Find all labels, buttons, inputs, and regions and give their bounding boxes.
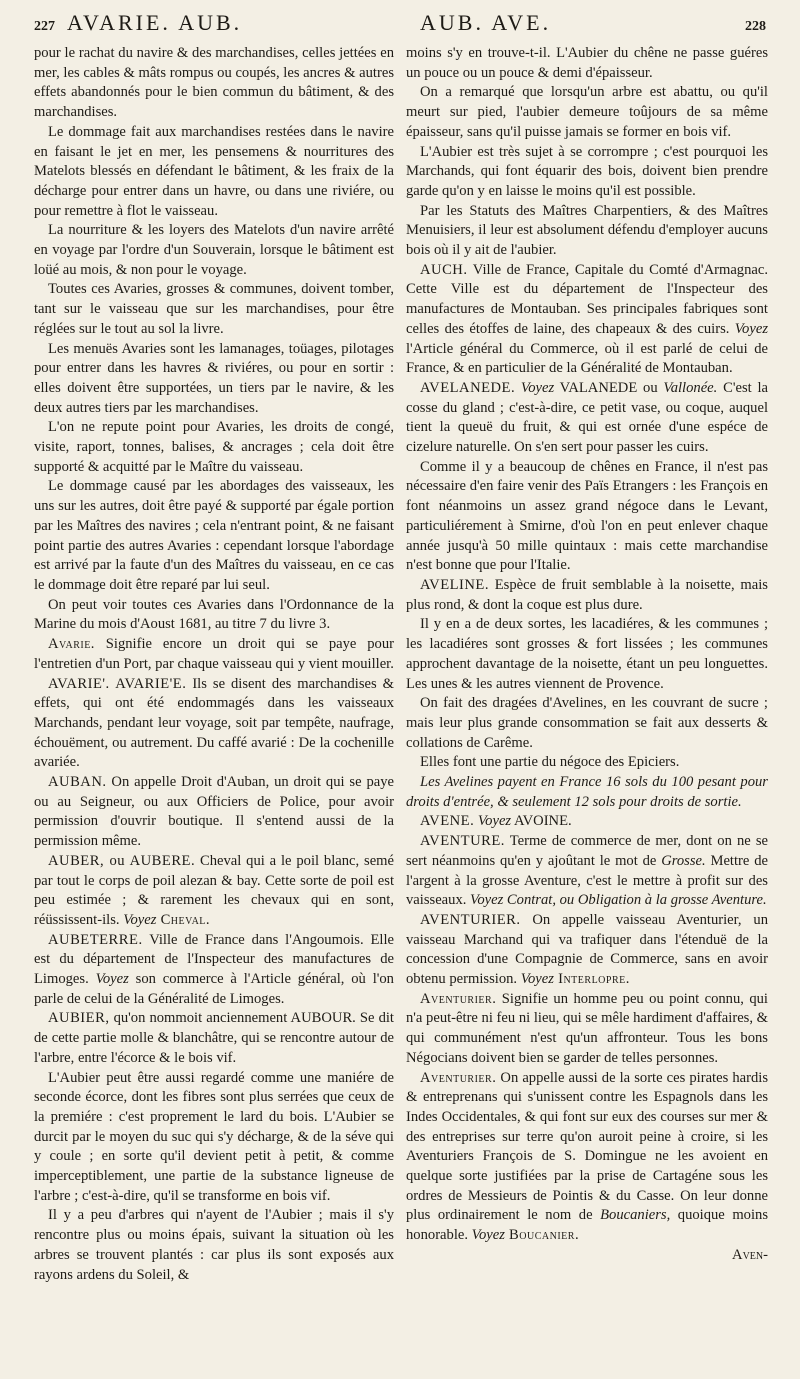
paragraph [34, 596, 394, 635]
paragraph-text: Par les Statuts des Maîtres Charpentiers, & des Maîtres Menuisiers, il leur est absolument défendu d'employer aucuns bois où il y ait de l'aubier. [406, 202, 768, 259]
paragraph-text: Il y en a de deux sortes, les lacadiéres, & les communes ; les lacadiéres sont grosses & fort lissées ; les communes approchent davantage de la noisette, étant un peu longuettes. Les unes & les autres viennent de Provence. [406, 616, 768, 692]
running-title-left: AVARIE. AUB. [67, 10, 243, 35]
paragraph-text: Le dommage fait aux marchandises restées dans le navire en faisant le jet en mer, les pensemens & nourritures des Matelots blessés en défendant le bâtiment, & les fraix de la décharge pour entrer dans un havre, ou dans une riviére, ou pour remettre à flot le vaisseau. [34, 123, 394, 219]
cross-reference: Voyez [734, 320, 768, 337]
paragraph-text: L'on ne repute point pour Avaries, les droits de congé, visite, raport, tonnes, balises, & ancrages ; cela doit être supporté & acquitté par le Maître du vaisseau. [34, 419, 394, 475]
paragraph [34, 931, 394, 1010]
paragraph [34, 477, 394, 595]
paragraph-text: On a remarqué que lorsqu'un arbre est abattu, ou qu'il meurt sur pied, l'aubier demeure toûjours de sa même épaisseur, sans qu'il puisse jamais se former en bois vif. [406, 84, 768, 140]
paragraph [34, 773, 394, 852]
paragraph-text: Les menuës Avaries sont les lamanages, toüages, pilotages pour entrer dans les havres & riviéres, ou pour en sortir : elles doivent être supportées, un tiers par le navire, & les deux autres tiers par les marchandises. [34, 340, 394, 416]
paragraph [34, 123, 394, 222]
paragraph-text: Elles font une partie du négoce des Epiciers. [420, 754, 680, 771]
paragraph-text: moins s'y en trouve-t-il. L'Aubier du chêne ne passe guéres un pouce ou un pouce & demi d'épaisseur. [406, 45, 768, 81]
paragraph-text: Ville de France, Capitale du Comté d'Armagnac. Cette Ville est du département de l'Inspecteur des manufactures de Montauban. Ses principales fabriques sont celles des étoffes de laine, des chapeaux & des cuirs. [406, 261, 768, 337]
paragraph-text: qu'on nommoit anciennement AUBOUR. Se dit de cette partie molle & blanchâtre, qui se rencontre autour de l'arbre, entre l'écorce & le bois vif. [34, 1010, 394, 1066]
paragraph-text: l'Article général du Commerce, où il est parlé de celui de France, & en particulier de la Généralité de Montauban. [406, 340, 768, 377]
headword: Avarie. [48, 636, 95, 653]
paragraph-text: Il y a peu d'arbres qui n'ayent de l'Aubier ; mais il s'y rencontre plus ou moins épais, suivant la situation où les arbres se trouvent plantés : car plus ils sont exposés aux rayons ardens du Soleil, & [34, 1207, 394, 1283]
paragraph [34, 675, 394, 774]
paragraph-text: Signifie un homme peu ou point connu, qui n'a peut-être ni feu ni lieu, qui se mêle hardiment d'affaires, & qui communément n'est qu'un affronteur. Tous les bons Négocians doivent bien se garder de telles personnes. [406, 990, 768, 1066]
paragraph [34, 635, 394, 674]
paragraph [406, 83, 768, 142]
headword: AVENTURIER. [420, 911, 521, 928]
page-number-right: 228 [745, 19, 766, 34]
page-number-left: 227 [34, 19, 55, 34]
paragraph [34, 1206, 394, 1285]
paragraph [406, 832, 768, 911]
paragraph [406, 694, 768, 753]
paragraph [406, 773, 768, 812]
paragraph [406, 261, 768, 379]
paragraph [406, 1069, 768, 1246]
headword: Aventurier. [420, 1069, 497, 1086]
cross-reference: Voyez [520, 971, 554, 988]
paragraph-text: son commerce à l'Article général, où l'on parle de celui de la Généralité de Limoges. [34, 971, 394, 1007]
running-title-right: AUB. AVE. [420, 10, 552, 35]
headword: AUBAN. [48, 774, 107, 791]
paragraph-text: C'est la cosse du gland ; c'est-à-dire, ce petit vase, ou coque, auquel tient la queuë du fruit, & qui est ornée d'une espéce de cizelure naturelle. On s'en sert pour passer les cuirs. [406, 379, 768, 456]
paragraph-text: Les Avelines payent en France 16 sols du 100 pesant pour droits d'entrée, & seulement 12 sols pour droits de sortie. [406, 774, 768, 810]
cross-reference: Grosse. [661, 852, 706, 869]
paragraph [406, 615, 768, 694]
paragraph-text: On peut voir toutes ces Avaries dans l'Ordonnance de la Marine du mois d'Aoust 1681, au titre 7 du livre 3. [34, 596, 394, 633]
headword: AUBETERRE. [48, 931, 143, 948]
paragraph [406, 812, 768, 832]
paragraph [34, 221, 394, 280]
paragraph-text: L'Aubier peut être aussi regardé comme une maniére de seconde écorce, dont les fibres sont plus serrées que ceux de la premiére : c'est proprement le lard du bois. L'Aubier se durcit par le moyen du suc qui s'y décharge, & de la séve qui y coule ; en sorte qu'il devient petit à petit, & comme imperceptiblement, une partie de la substance ligneuse de l'arbre ; c'est-à-dire, qu'il se transforme en bois vif. [34, 1069, 394, 1204]
paragraph [406, 753, 768, 773]
paragraph-text: On appelle Droit d'Auban, un droit qui se paye ou au Seigneur, ou aux Officiers de Police, pour avoir permission d'ouvrir boutique. Il s'entend aussi de la permission même. [34, 774, 394, 850]
cross-reference: Voyez [123, 911, 157, 928]
paragraph [406, 911, 768, 990]
paragraph [406, 143, 768, 202]
cross-reference-target: Boucanier. [504, 1227, 580, 1244]
cross-reference-target: Cheval. [156, 911, 211, 928]
paragraph-text: Ville de France dans l'Angoumois. Elle est du département de l'Inspecteur des manufactures de Limoges. [34, 931, 394, 988]
running-head-right [406, 10, 766, 40]
paragraph [34, 280, 394, 339]
paragraph [406, 44, 768, 83]
paragraph [34, 1069, 394, 1207]
paragraph-text: On appelle vaisseau Aventurier, un vaisseau Marchand qui va trafiquer dans l'étenduë de la concession d'une Compagnie de Commerce, sans en avoir obtenu permission. [406, 911, 768, 988]
running-head-left [34, 10, 392, 40]
cross-reference: Vallonée. [663, 379, 718, 396]
paragraph [34, 1009, 394, 1068]
headword: AUBER, ou AUBERE. [48, 852, 196, 869]
paragraph-text: Signifie encore un droit qui se paye pour l'entretien d'un Port, par chaque vaisseau qui y vient mouiller. [34, 636, 394, 672]
paragraph-text: La nourriture & les loyers des Matelots d'un navire arrêté en voyage par l'ordre d'un Souverain, lorsque le bâtiment est loüé au mois, & non pour le voyage. [34, 222, 394, 278]
catchword: Aven- [732, 1246, 768, 1263]
cross-reference: Voyez [471, 1227, 505, 1244]
paragraph-text: Cheval qui a le poil blanc, semé par tout le corps de poil alezan & bay. Cette sorte de poil est peu estimée ; & rarement les chevaux qui en sont, réüssissent-ils. [34, 852, 394, 928]
cross-reference: Voyez [477, 813, 512, 830]
paragraph [34, 44, 394, 123]
headword: AVELANEDE. [420, 379, 516, 396]
paragraph [406, 576, 768, 615]
text-column-left [34, 44, 394, 1369]
paragraph-text: Comme il y a beaucoup de chênes en France, il n'est pas nécessaire d'en faire venir des Païs Etrangers : les François en font néanmoins un assez grand négoce dans le Levant, particuliérement à Smirne, d'où l'on en peut enlever chaque année jusqu'à 50 mille quintaux : mais cette marchandise n'est bonne que pour l'Italie. [406, 458, 768, 574]
cross-reference: Voyez [520, 379, 555, 396]
paragraph-text: Le dommage causé par les abordages des vaisseaux, les uns sur les autres, doit être payé & supporté par égale portion par les Maîtres des navires ; cela n'entrant point, & ne faisant point partie des autres Avaries : cependant lorsque l'abordage est arrivé par la faute d'un des Maîtres du vaisseau, en ce cas le dommage doit être reparé par lui seul. [34, 478, 394, 593]
cross-reference: Voyez [95, 971, 129, 988]
paragraph [406, 990, 768, 1069]
paragraph-text: Toutes ces Avaries, grosses & communes, doivent tomber, tant sur le vaisseau que sur les marchandises, pour être réglées sur le tout au sol la livre. [34, 281, 394, 337]
paragraph-text: Espèce de fruit semblable à la noisette, mais plus rond, & dont la coque est plus dure. [406, 576, 768, 613]
paragraph [34, 418, 394, 477]
cross-reference: Voyez Contrat, ou Obligation à la grosse Aventure. [470, 892, 767, 909]
paragraph-text: L'Aubier est très sujet à se corrompre ; c'est pourquoi les Marchands, qui font équarir des bois, doivent bien prendre garde qu'on y en laisse le moins qu'il est possible. [406, 143, 768, 199]
paragraph-text: AVOINE. [511, 813, 572, 830]
headword: AVELINE. [420, 576, 489, 593]
text-column-right [406, 44, 768, 1369]
cross-reference-target: Interlopre. [553, 971, 630, 988]
headword: AVENE. [420, 813, 475, 830]
headword: AUBIER, [48, 1010, 110, 1027]
headword: Aventurier. [420, 990, 497, 1007]
paragraph-text: Terme de commerce de mer, dont on ne se sert néanmoins qu'en y ajoûtant le mot de [406, 833, 768, 869]
paragraph-text: VALANEDE ou [554, 379, 664, 396]
paragraph-text: Mettre de l'argent à la grosse Aventure, c'est le mettre à profit sur des vaisseaux. [406, 852, 768, 909]
paragraph-text: On appelle aussi de la sorte ces pirates hardis & entreprenans qui s'unissent contre les Espagnols dans les Indes Occidentales, & qui font sur eux des courses sur mer & des entreprises sur terre qu'on auroit peine à croire, si les Aventuriers François de S. Domingue ne les avoient en quelque sorte justifiées par la prise de Cartagéne sous les ordres de Messieurs de Pointis & du Casse. On leur donne plus ordinairement le nom de [406, 1069, 768, 1224]
headword: AVARIE'. AVARIE'E. [48, 675, 187, 692]
paragraph [406, 458, 768, 576]
paragraph-text: Ils se disent des marchandises & effets, qui ont été endommagés dans les vaisseaux Marchands, pendant leur voyage, soit par tempête, naufrage, échouëment, ou autrement. Du caffé avarié : De la cochenille avariée. [34, 675, 394, 771]
paragraph [34, 852, 394, 931]
paragraph-text: pour le rachat du navire & des marchandises, celles jettées en mer, les cables & mâts rompus ou coupés, les ancres & autres effets abandonnés pour le bien commun du bâtiment, & des marchandises. [34, 45, 394, 121]
paragraph [406, 379, 768, 458]
paragraph [34, 340, 394, 419]
cross-reference: Boucaniers, [600, 1207, 671, 1224]
paragraph-text: quoique moins honorable. [406, 1207, 768, 1244]
headword: AVENTURE. [420, 833, 505, 850]
headword: AUCH. [420, 261, 468, 278]
paragraph [406, 202, 768, 261]
paragraph-text: On fait des dragées d'Avelines, en les couvrant de sucre ; mais leur plus grande consommation se fait aux desserts & collations de Carême. [406, 695, 768, 751]
